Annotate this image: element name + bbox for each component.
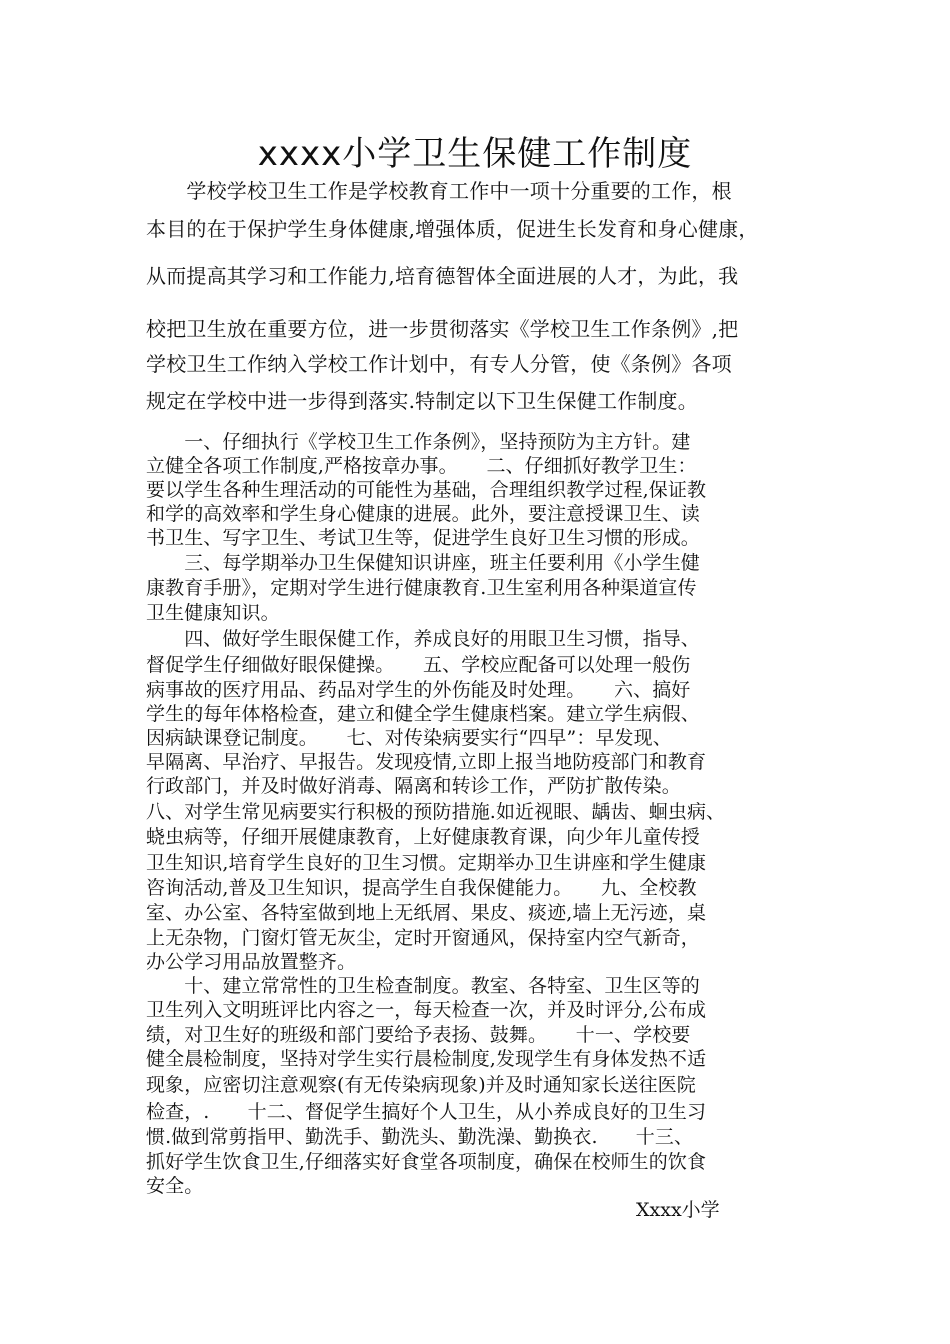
body-line: 健全晨检制度，坚持对学生实行晨检制度,发现学生有身体发热不适 bbox=[146, 1048, 707, 1070]
signature: Xxxx小学 bbox=[636, 1199, 720, 1221]
document-title: xxxx小学卫生保健工作制度 bbox=[257, 134, 693, 174]
intro-line: 学校学校卫生工作是学校教育工作中一项十分重要的工作，根 bbox=[146, 179, 732, 203]
body-line: 立健全各项工作制度,严格按章办事。 二、仔细抓好教学卫生： bbox=[146, 455, 697, 477]
body-line: 书卫生、写字卫生、考试卫生等，促进学生良好卫生习惯的形成。 bbox=[146, 527, 700, 549]
body-line: 惯.做到常剪指甲、勤洗手、勤洗头、勤洗澡、勤换衣. 十三、 bbox=[146, 1126, 694, 1148]
intro-line: 校把卫生放在重要方位，进一步贯彻落实《学校卫生工作条例》,把 bbox=[146, 317, 739, 341]
body-line: 三、每学期举办卫生保健知识讲座，班主任要利用《小学生健 bbox=[146, 552, 700, 574]
intro-line: 学校卫生工作纳入学校工作计划中，有专人分管，使《条例》各项 bbox=[146, 352, 732, 376]
body-line: 因病缺课登记制度。 七、对传染病要实行“四早”：早发现、 bbox=[146, 727, 672, 749]
body-line: 行政部门，并及时做好消毒、隔离和转诊工作，严防扩散传染。 bbox=[146, 775, 681, 797]
intro-line: 本目的在于保护学生身体健康,增强体质，促进生长发育和身心健康， bbox=[146, 217, 759, 241]
body-line: 抓好学生饮食卫生,仔细落实好食堂各项制度，确保在校师生的饮食 bbox=[146, 1151, 707, 1173]
body-line: 要以学生各种生理活动的可能性为基础，合理组织教学过程,保证教 bbox=[146, 479, 707, 501]
body-line: 病事故的医疗用品、药品对学生的外伤能及时处理。 六、搞好 bbox=[146, 679, 691, 701]
body-line: 卫生列入文明班评比内容之一，每天检查一次，并及时评分,公布成 bbox=[146, 999, 707, 1021]
body-line: 卫生知识,培育学生良好的卫生习惯。定期举办卫生讲座和学生健康 bbox=[146, 852, 707, 874]
body-line: 八、对学生常见病要实行积极的预防措施.如近视眼、龋齿、蛔虫病、 bbox=[146, 801, 726, 823]
body-line: 蛲虫病等，仔细开展健康教育，上好健康教育课，向少年儿童传授 bbox=[146, 826, 700, 848]
body-line: 办公学习用品放置整齐。 bbox=[146, 951, 357, 973]
body-line: 早隔离、早治疗、早报告。发现疫情,立即上报当地防疫部门和教育 bbox=[146, 751, 707, 773]
body-line: 一、仔细执行《学校卫生工作条例》，坚持预防为主方针。建 bbox=[146, 431, 691, 453]
body-line: 绩，对卫生好的班级和部门要给予表扬、鼓舞。 十一、学校要 bbox=[146, 1024, 691, 1046]
body-line: 督促学生仔细做好眼保健操。 五、学校应配备可以处理一般伤 bbox=[146, 654, 691, 676]
intro-line: 规定在学校中进一步得到落实.特制定以下卫生保健工作制度。 bbox=[146, 389, 698, 413]
body-line: 上无杂物，门窗灯管无灰尘，定时开窗通风，保持室内空气新奇， bbox=[146, 927, 700, 949]
body-line: 现象，应密切注意观察(有无传染病现象)并及时通知家长送往医院 bbox=[146, 1074, 696, 1096]
body-line: 和学的高效率和学生身心健康的进展。此外，要注意授课卫生、读 bbox=[146, 503, 700, 525]
body-line: 十、建立常常性的卫生检查制度。教室、各特室、卫生区等的 bbox=[146, 975, 700, 997]
body-line: 卫生健康知识。 bbox=[146, 602, 280, 624]
body-line: 四、做好学生眼保健工作，养成良好的用眼卫生习惯，指导、 bbox=[146, 628, 700, 650]
body-line: 学生的每年体格检查，建立和健全学生健康档案。建立学生病假、 bbox=[146, 703, 700, 725]
body-line: 安全。 bbox=[146, 1175, 204, 1197]
body-line: 检查，. 十二、督促学生搞好个人卫生，从小养成良好的卫生习 bbox=[146, 1101, 707, 1123]
body-line: 咨询活动,普及卫生知识，提高学生自我保健能力。 九、全校教 bbox=[146, 877, 697, 899]
body-line: 室、办公室、各特室做到地上无纸屑、果皮、痰迹,墙上无污迹，桌 bbox=[146, 902, 707, 924]
body-line: 康教育手册》，定期对学生进行健康教育.卫生室利用各种渠道宣传 bbox=[146, 577, 697, 599]
intro-line: 从而提高其学习和工作能力,培育德智体全面进展的人才，为此，我 bbox=[146, 264, 739, 288]
